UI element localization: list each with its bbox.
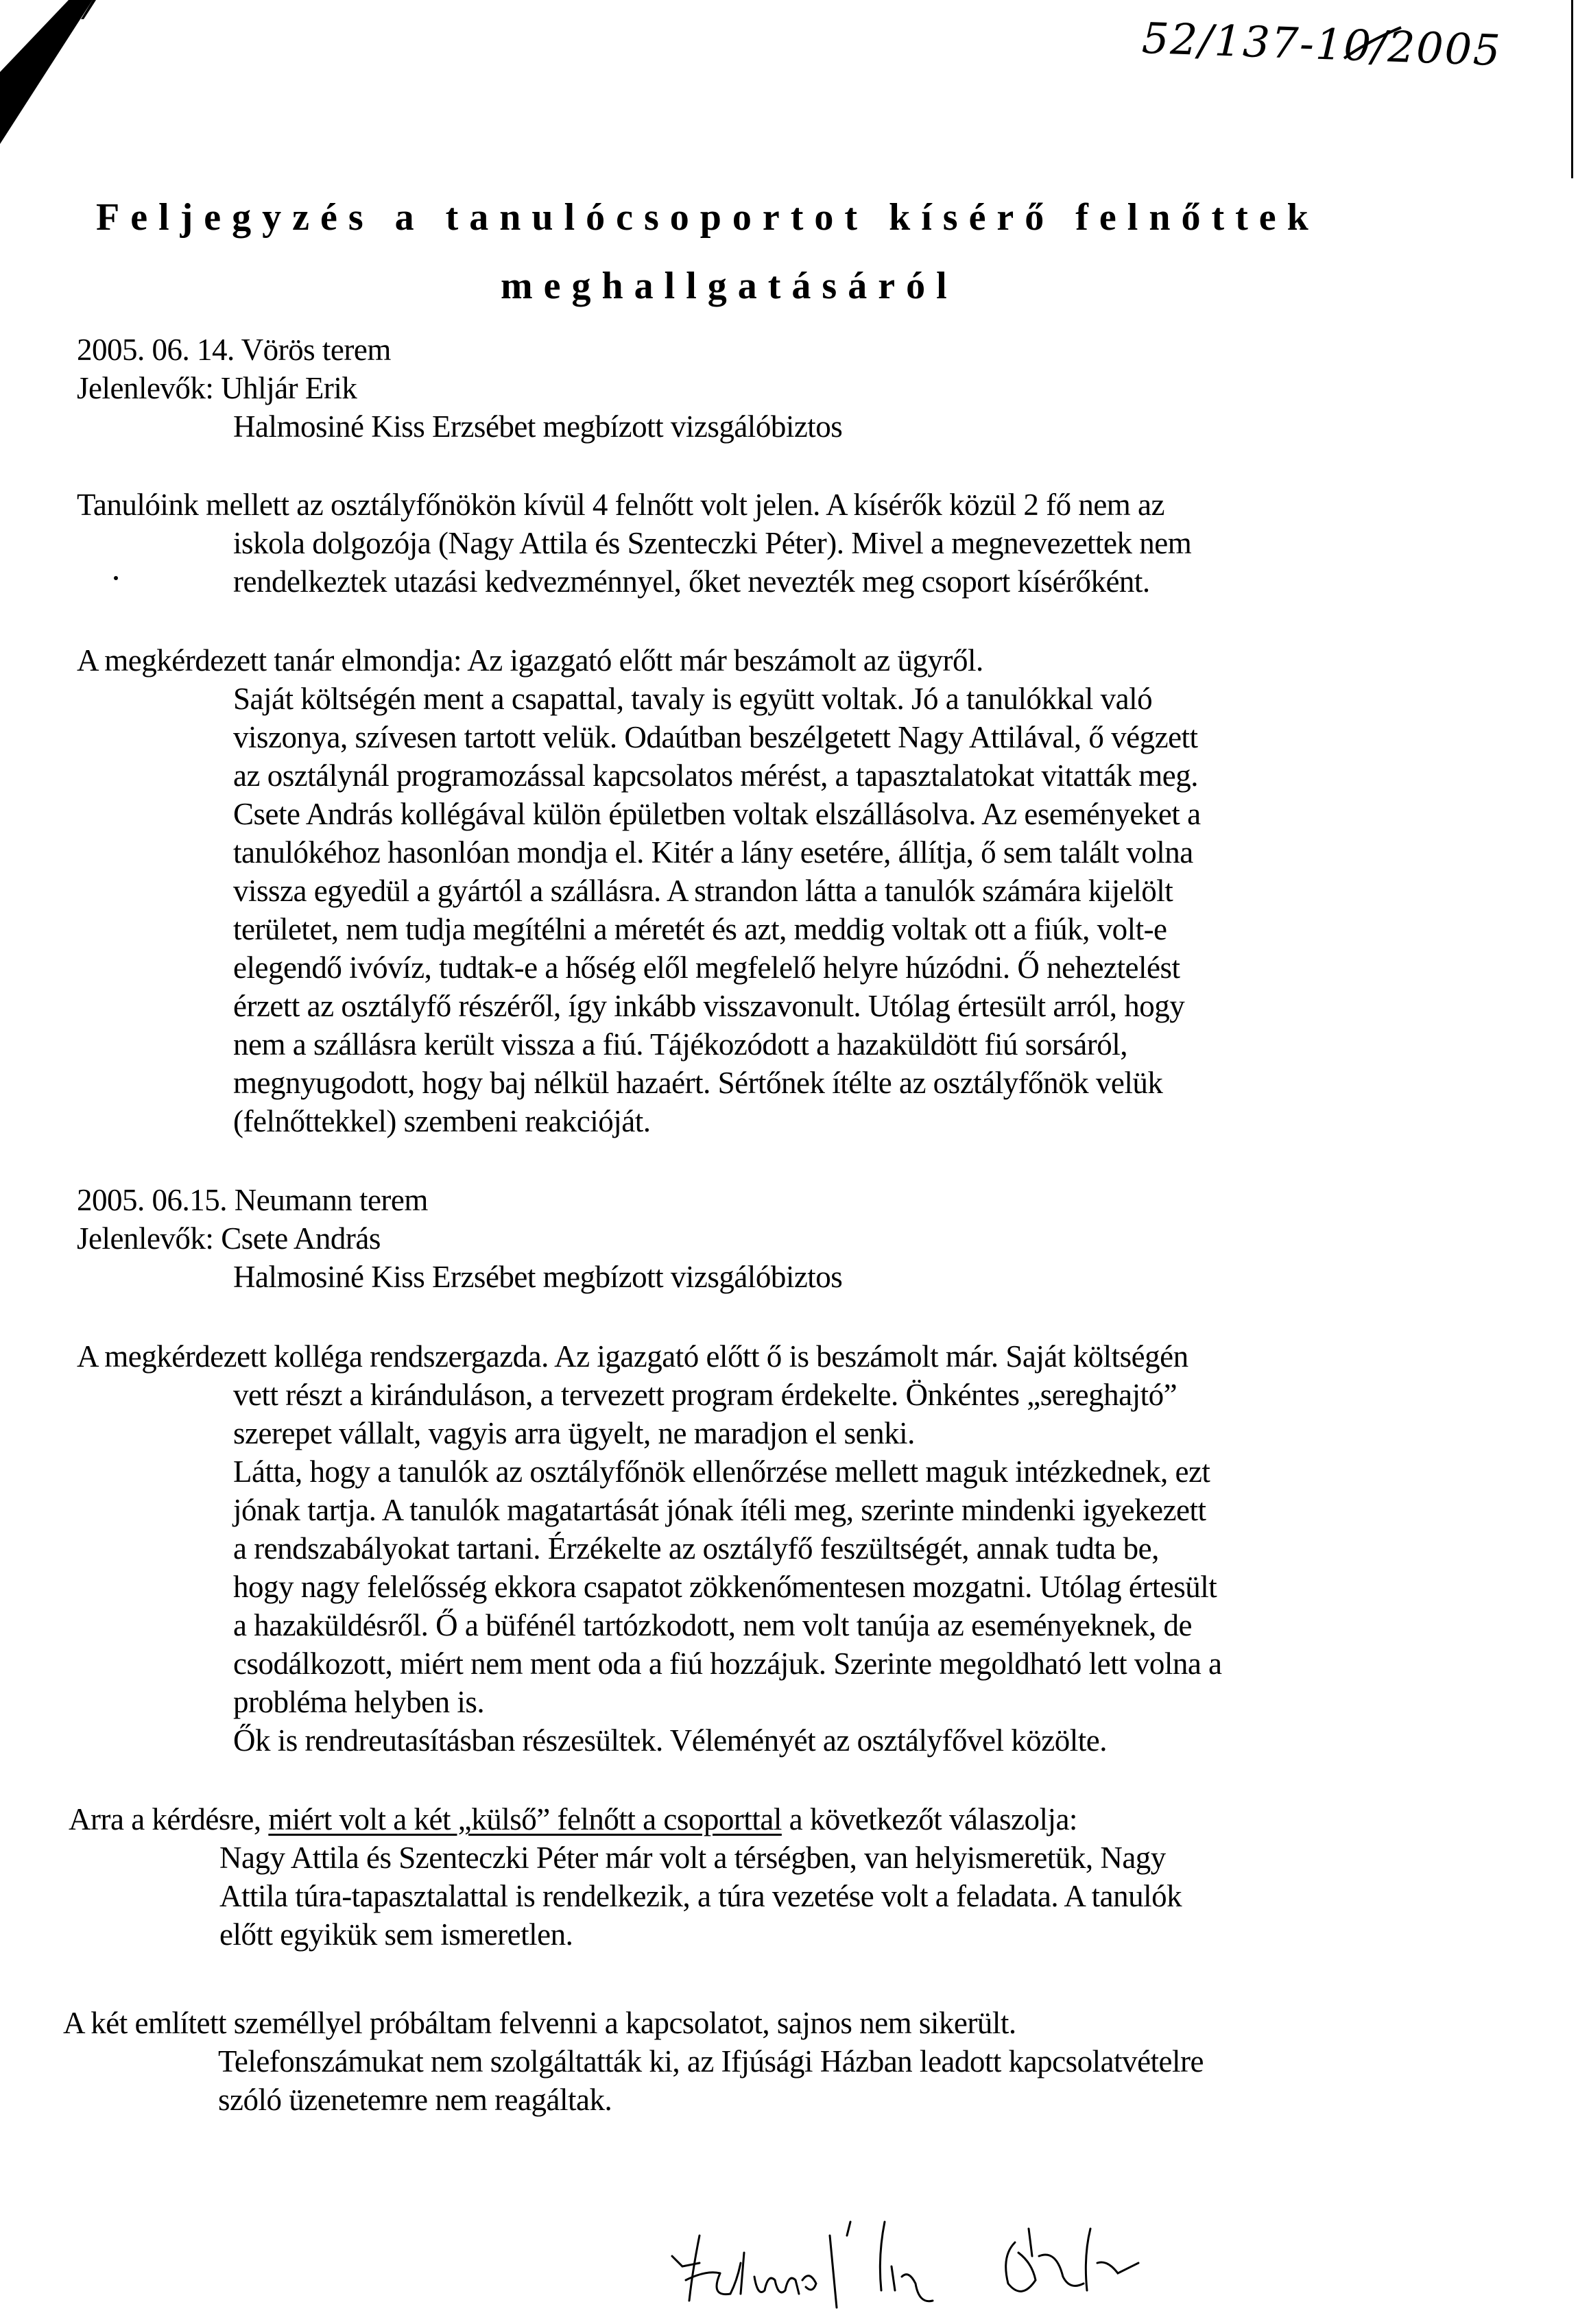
intro-line: iskola dolgozója (Nagy Attila és Szenteczki Péter). Mivel a megnevezettek nem (233, 526, 1192, 560)
teacher-statement-line: elegendő ivóvíz, tudtak-e a hőség elől megfelelő helyre húzódni. Ő neheztelést (233, 950, 1180, 985)
colleague-statement-line: hogy nagy felelősség ekkora csapatot zökkenőmentesen mozgatni. Utólag értesült (233, 1570, 1217, 1604)
colleague-statement-line: Ők is rendreutasításban részesültek. Véleményét az osztályfővel közölte. (233, 1723, 1107, 1758)
scan-edge-line (1571, 0, 1573, 178)
question-lead-after: a következőt válaszolja: (781, 1802, 1077, 1836)
teacher-statement-line: az osztálynál programozással kapcsolatos mérést, a tapasztalatokat vitatták meg. (233, 758, 1198, 793)
intro-line: rendelkeztek utazási kedvezménnyel, őket nevezték meg csoport kísérőként. (233, 564, 1150, 599)
teacher-statement-line: tanulókéhoz hasonlóan mondja el. Kitér a lány esetére, állítja, ő sem talált volna (233, 835, 1193, 870)
colleague-statement-line: szerepet vállalt, vagyis arra ügyelt, ne maradjon el senki. (233, 1416, 915, 1450)
handwritten-reference-number: 52/137-10/2005 (1140, 12, 1503, 76)
handwritten-stroke-icon (1341, 21, 1402, 62)
colleague-statement-line: Látta, hogy a tanulók az osztályfőnök ellenőrzése mellett maguk intézkednek, ezt (233, 1454, 1210, 1489)
contact-line: Telefonszámukat nem szolgáltatták ki, az Ifjúsági Házban leadott kapcsolatvételre (218, 2044, 1204, 2079)
teacher-statement-line: Saját költségén ment a csapattal, tavaly is együtt voltak. Jó a tanulókkal való (233, 682, 1153, 716)
answer-line: Attila túra-tapasztalattal is rendelkezik, a túra vezetése volt a feladata. A tanulók (219, 1879, 1182, 1913)
session2-present: Jelenlevők: Csete András (77, 1221, 381, 1256)
answer-line: előtt egyikük sem ismeretlen. (219, 1917, 573, 1952)
contact-lead: A két említett személlyel próbáltam felvenni a kapcsolatot, sajnos nem sikerült. (63, 2006, 1016, 2040)
question-lead (69, 1800, 1077, 1838)
session2-date-room: 2005. 06.15. Neumann terem (77, 1183, 428, 1217)
question-lead-before: Arra a kérdésre, (69, 1802, 269, 1836)
colleague-statement-line: probléma helyben is. (233, 1685, 485, 1719)
teacher-statement-line: viszonya, szívesen tartott velük. Odaútban beszélgetett Nagy Attilával, ő végzett (233, 720, 1198, 754)
handwritten-signature-icon (645, 2215, 1468, 2311)
teacher-statement-line: érzett az osztályfő részéről, így inkább visszavonult. Utólag értesült arról, hogy (233, 989, 1185, 1023)
teacher-statement-line: (felnőttekkel) szembeni reakcióját. (233, 1104, 651, 1138)
teacher-statement-line: megnyugodott, hogy baj nélkül hazaért. Sértőnek ítélte az osztályfőnök velük (233, 1066, 1163, 1100)
colleague-statement-line: a rendszabályokat tartani. Érzékelte az osztályfő feszültségét, annak tudta be, (233, 1531, 1159, 1566)
intro-line: Tanulóink mellett az osztályfőnökön kívül 4 felnőtt volt jelen. A kísérők közül 2 fő nem az (77, 488, 1164, 522)
session1-present-second: Halmosiné Kiss Erzsébet megbízott vizsgálóbiztos (233, 409, 843, 444)
colleague-statement-line: vett részt a kiránduláson, a tervezett program érdekelte. Önkéntes „sereghajtó” (233, 1378, 1177, 1412)
question-lead-underlined: miért volt a két „külső” felnőtt a csoporttal (268, 1802, 782, 1836)
teacher-statement-lead: A megkérdezett tanár elmondja: Az igazgató előtt már beszámolt az ügyről. (77, 643, 983, 678)
teacher-statement-line: Csete András kollégával külön épületben voltak elszállásolva. Az eseményeket a (233, 797, 1201, 831)
document-title-line-2: meghallgatásáról (501, 265, 958, 307)
scan-speck (114, 576, 118, 580)
teacher-statement-line: vissza egyedül a gyártól a szállásra. A strandon látta a tanulók számára kijelölt (233, 874, 1173, 908)
session2-present-second: Halmosiné Kiss Erzsébet megbízott vizsgálóbiztos (233, 1260, 843, 1294)
teacher-statement-line: területet, nem tudja megítélni a méretét és azt, meddig voltak ott a fiúk, volt-e (233, 912, 1167, 946)
contact-line: szóló üzenetemre nem reagáltak. (218, 2083, 612, 2117)
colleague-statement-line: a hazaküldésről. Ő a büfénél tartózkodott, nem volt tanúja az eseményeknek, de (233, 1608, 1192, 1642)
session1-date-room: 2005. 06. 14. Vörös terem (77, 333, 391, 367)
colleague-statement-line: csodálkozott, miért nem ment oda a fiú hozzájuk. Szerinte megoldható lett volna a (233, 1646, 1222, 1681)
teacher-statement-line: nem a szállásra került vissza a fiú. Tájékozódott a hazaküldött fiú sorsáról, (233, 1027, 1127, 1062)
colleague-statement-lead: A megkérdezett kolléga rendszergazda. Az igazgató előtt ő is beszámolt már. Saját költségén (77, 1339, 1188, 1374)
session1-present: Jelenlevők: Uhljár Erik (77, 371, 357, 405)
answer-line: Nagy Attila és Szenteczki Péter már volt a térségben, van helyismeretük, Nagy (219, 1841, 1166, 1875)
colleague-statement-line: jónak tartja. A tanulók magatartását jónak ítéli meg, szerinte mindenki igyekezett (233, 1493, 1206, 1527)
document-title-line-1: Feljegyzés a tanulócsoportot kísérő felnőttek (96, 196, 1319, 239)
scan-edge-mark-icon (0, 0, 96, 151)
